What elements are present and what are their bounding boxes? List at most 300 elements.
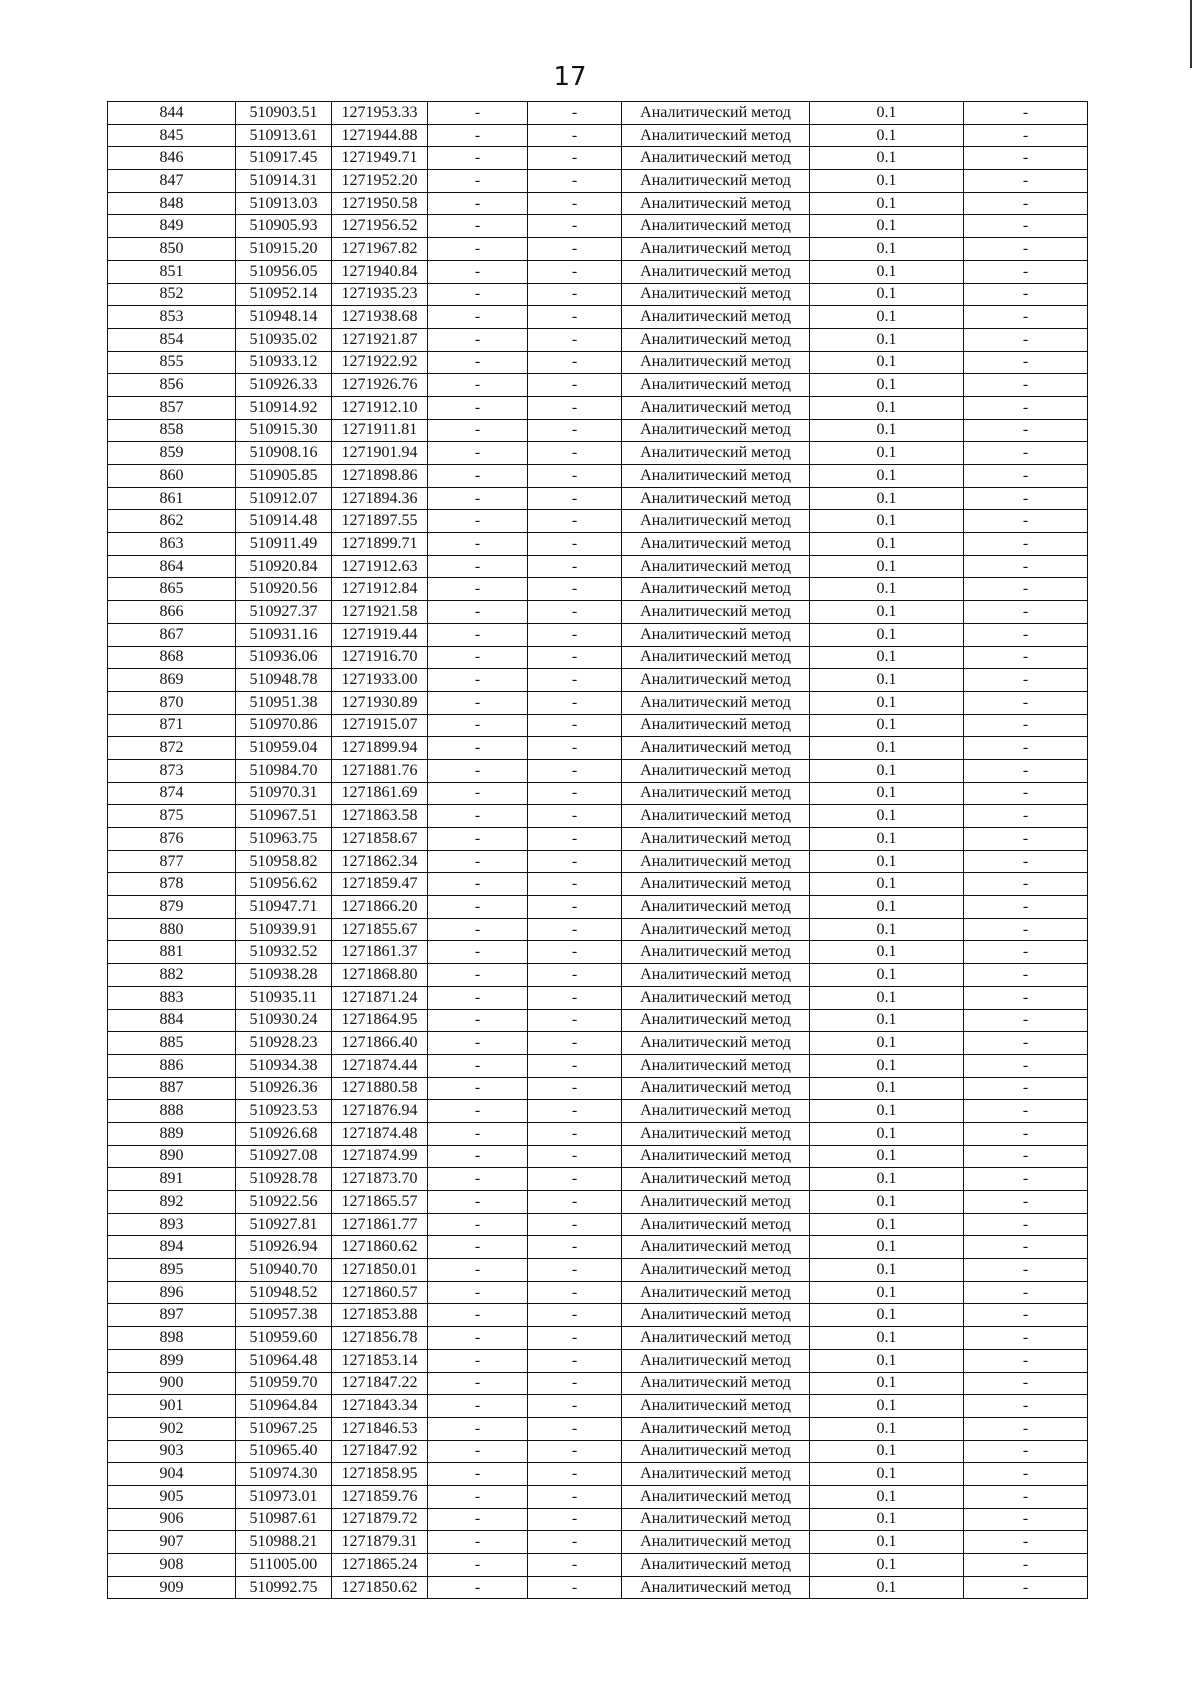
table-row: [108, 918, 1088, 941]
accuracy-cell: 0.1: [810, 896, 964, 919]
y-coordinate-cell: 1271850.01: [332, 1259, 428, 1282]
method-cell: Аналитический метод: [622, 941, 810, 964]
y-coordinate-cell: 1271881.76: [332, 759, 428, 782]
point-number-cell: 903: [108, 1440, 236, 1463]
x-coordinate-cell: 510988.21: [236, 1531, 332, 1554]
accuracy-cell: 0.1: [810, 601, 964, 624]
table-row: [108, 896, 1088, 919]
point-number-cell: 859: [108, 442, 236, 465]
y-coordinate-cell: 1271940.84: [332, 260, 428, 283]
dash-cell: -: [428, 1395, 528, 1418]
dash-cell: -: [528, 1054, 622, 1077]
y-coordinate-cell: 1271949.71: [332, 147, 428, 170]
dash-cell: -: [428, 1168, 528, 1191]
x-coordinate-cell: 510948.78: [236, 669, 332, 692]
table-row: [108, 714, 1088, 737]
dash-cell: -: [528, 1304, 622, 1327]
method-cell: Аналитический метод: [622, 1259, 810, 1282]
dash-cell: -: [528, 170, 622, 193]
dash-cell: -: [428, 1122, 528, 1145]
dash-cell: -: [428, 1576, 528, 1599]
table-row: [108, 328, 1088, 351]
dash-cell: -: [964, 1417, 1088, 1440]
dash-cell: -: [428, 964, 528, 987]
x-coordinate-cell: 510964.84: [236, 1395, 332, 1418]
accuracy-cell: 0.1: [810, 124, 964, 147]
accuracy-cell: 0.1: [810, 1009, 964, 1032]
dash-cell: -: [428, 487, 528, 510]
dash-cell: -: [428, 1304, 528, 1327]
y-coordinate-cell: 1271859.47: [332, 873, 428, 896]
table-row: [108, 306, 1088, 329]
dash-cell: -: [528, 1508, 622, 1531]
table-row: [108, 805, 1088, 828]
point-number-cell: 883: [108, 986, 236, 1009]
point-number-cell: 870: [108, 691, 236, 714]
dash-cell: -: [964, 578, 1088, 601]
dash-cell: -: [528, 759, 622, 782]
method-cell: Аналитический метод: [622, 1191, 810, 1214]
method-cell: Аналитический метод: [622, 1417, 810, 1440]
dash-cell: -: [964, 623, 1088, 646]
x-coordinate-cell: 510914.48: [236, 510, 332, 533]
y-coordinate-cell: 1271953.33: [332, 102, 428, 125]
accuracy-cell: 0.1: [810, 533, 964, 556]
table-row: [108, 396, 1088, 419]
table-row: [108, 941, 1088, 964]
x-coordinate-cell: 510956.62: [236, 873, 332, 896]
dash-cell: -: [428, 1236, 528, 1259]
point-number-cell: 889: [108, 1122, 236, 1145]
method-cell: Аналитический метод: [622, 1531, 810, 1554]
point-number-cell: 896: [108, 1281, 236, 1304]
dash-cell: -: [428, 215, 528, 238]
table-row: [108, 442, 1088, 465]
x-coordinate-cell: 510917.45: [236, 147, 332, 170]
dash-cell: -: [428, 714, 528, 737]
dash-cell: -: [964, 1122, 1088, 1145]
dash-cell: -: [428, 601, 528, 624]
y-coordinate-cell: 1271912.63: [332, 555, 428, 578]
accuracy-cell: 0.1: [810, 283, 964, 306]
accuracy-cell: 0.1: [810, 1100, 964, 1123]
dash-cell: -: [528, 578, 622, 601]
point-number-cell: 902: [108, 1417, 236, 1440]
dash-cell: -: [428, 533, 528, 556]
table-row: [108, 964, 1088, 987]
table-row: [108, 623, 1088, 646]
table-row: [108, 850, 1088, 873]
x-coordinate-cell: 510908.16: [236, 442, 332, 465]
dash-cell: -: [528, 941, 622, 964]
point-number-cell: 908: [108, 1554, 236, 1577]
method-cell: Аналитический метод: [622, 1395, 810, 1418]
dash-cell: -: [528, 623, 622, 646]
point-number-cell: 851: [108, 260, 236, 283]
accuracy-cell: 0.1: [810, 1236, 964, 1259]
method-cell: Аналитический метод: [622, 782, 810, 805]
y-coordinate-cell: 1271866.40: [332, 1032, 428, 1055]
point-number-cell: 853: [108, 306, 236, 329]
accuracy-cell: 0.1: [810, 1304, 964, 1327]
method-cell: Аналитический метод: [622, 1236, 810, 1259]
method-cell: Аналитический метод: [622, 1554, 810, 1577]
table-row: [108, 555, 1088, 578]
dash-cell: -: [428, 941, 528, 964]
dash-cell: -: [964, 941, 1088, 964]
method-cell: Аналитический метод: [622, 1440, 810, 1463]
point-number-cell: 877: [108, 850, 236, 873]
table-row: [108, 283, 1088, 306]
dash-cell: -: [528, 260, 622, 283]
dash-cell: -: [964, 805, 1088, 828]
dash-cell: -: [428, 623, 528, 646]
point-number-cell: 885: [108, 1032, 236, 1055]
x-coordinate-cell: 510959.04: [236, 737, 332, 760]
point-number-cell: 849: [108, 215, 236, 238]
x-coordinate-cell: 510951.38: [236, 691, 332, 714]
dash-cell: -: [964, 1327, 1088, 1350]
dash-cell: -: [528, 1191, 622, 1214]
dash-cell: -: [528, 1349, 622, 1372]
x-coordinate-cell: 510922.56: [236, 1191, 332, 1214]
x-coordinate-cell: 510936.06: [236, 646, 332, 669]
dash-cell: -: [964, 1508, 1088, 1531]
accuracy-cell: 0.1: [810, 1168, 964, 1191]
dash-cell: -: [964, 487, 1088, 510]
dash-cell: -: [528, 374, 622, 397]
dash-cell: -: [964, 669, 1088, 692]
accuracy-cell: 0.1: [810, 941, 964, 964]
dash-cell: -: [964, 1213, 1088, 1236]
x-coordinate-cell: 510974.30: [236, 1463, 332, 1486]
dash-cell: -: [964, 759, 1088, 782]
dash-cell: -: [528, 986, 622, 1009]
dash-cell: -: [428, 260, 528, 283]
y-coordinate-cell: 1271856.78: [332, 1327, 428, 1350]
y-coordinate-cell: 1271871.24: [332, 986, 428, 1009]
y-coordinate-cell: 1271843.34: [332, 1395, 428, 1418]
table-row: [108, 691, 1088, 714]
dash-cell: -: [528, 192, 622, 215]
dash-cell: -: [964, 850, 1088, 873]
y-coordinate-cell: 1271899.94: [332, 737, 428, 760]
table-row: [108, 1054, 1088, 1077]
dash-cell: -: [528, 419, 622, 442]
x-coordinate-cell: 510928.23: [236, 1032, 332, 1055]
dash-cell: -: [528, 1145, 622, 1168]
x-coordinate-cell: 510938.28: [236, 964, 332, 987]
method-cell: Аналитический метод: [622, 646, 810, 669]
dash-cell: -: [528, 1100, 622, 1123]
dash-cell: -: [428, 1213, 528, 1236]
x-coordinate-cell: 510948.14: [236, 306, 332, 329]
table-row: [108, 238, 1088, 261]
point-number-cell: 846: [108, 147, 236, 170]
table-row: [108, 986, 1088, 1009]
dash-cell: -: [528, 964, 622, 987]
dash-cell: -: [964, 192, 1088, 215]
dash-cell: -: [964, 1145, 1088, 1168]
dash-cell: -: [528, 442, 622, 465]
dash-cell: -: [428, 850, 528, 873]
accuracy-cell: 0.1: [810, 442, 964, 465]
y-coordinate-cell: 1271926.76: [332, 374, 428, 397]
table-row: [108, 1440, 1088, 1463]
point-number-cell: 901: [108, 1395, 236, 1418]
dash-cell: -: [964, 918, 1088, 941]
dash-cell: -: [428, 646, 528, 669]
dash-cell: -: [964, 533, 1088, 556]
x-coordinate-cell: 510926.68: [236, 1122, 332, 1145]
method-cell: Аналитический метод: [622, 1100, 810, 1123]
dash-cell: -: [428, 374, 528, 397]
dash-cell: -: [528, 1576, 622, 1599]
y-coordinate-cell: 1271956.52: [332, 215, 428, 238]
method-cell: Аналитический метод: [622, 215, 810, 238]
dash-cell: -: [428, 419, 528, 442]
table-row: [108, 1191, 1088, 1214]
point-number-cell: 872: [108, 737, 236, 760]
point-number-cell: 906: [108, 1508, 236, 1531]
y-coordinate-cell: 1271865.57: [332, 1191, 428, 1214]
dash-cell: -: [428, 1259, 528, 1282]
method-cell: Аналитический метод: [622, 714, 810, 737]
accuracy-cell: 0.1: [810, 1213, 964, 1236]
accuracy-cell: 0.1: [810, 986, 964, 1009]
dash-cell: -: [528, 351, 622, 374]
x-coordinate-cell: 510914.92: [236, 396, 332, 419]
table-row: [108, 1145, 1088, 1168]
accuracy-cell: 0.1: [810, 737, 964, 760]
dash-cell: -: [428, 1485, 528, 1508]
method-cell: Аналитический метод: [622, 759, 810, 782]
method-cell: Аналитический метод: [622, 533, 810, 556]
method-cell: Аналитический метод: [622, 510, 810, 533]
accuracy-cell: 0.1: [810, 1531, 964, 1554]
x-coordinate-cell: 510973.01: [236, 1485, 332, 1508]
dash-cell: -: [528, 805, 622, 828]
dash-cell: -: [528, 533, 622, 556]
dash-cell: -: [428, 782, 528, 805]
dash-cell: -: [964, 1531, 1088, 1554]
dash-cell: -: [964, 1576, 1088, 1599]
x-coordinate-cell: 510913.61: [236, 124, 332, 147]
x-coordinate-cell: 510915.20: [236, 238, 332, 261]
dash-cell: -: [528, 828, 622, 851]
point-number-cell: 887: [108, 1077, 236, 1100]
table-row: [108, 1077, 1088, 1100]
y-coordinate-cell: 1271899.71: [332, 533, 428, 556]
y-coordinate-cell: 1271921.87: [332, 328, 428, 351]
accuracy-cell: 0.1: [810, 306, 964, 329]
method-cell: Аналитический метод: [622, 419, 810, 442]
dash-cell: -: [528, 1395, 622, 1418]
dash-cell: -: [528, 510, 622, 533]
dash-cell: -: [528, 646, 622, 669]
dash-cell: -: [964, 374, 1088, 397]
x-coordinate-cell: 510965.40: [236, 1440, 332, 1463]
x-coordinate-cell: 510920.84: [236, 555, 332, 578]
dash-cell: -: [428, 465, 528, 488]
method-cell: Аналитический метод: [622, 873, 810, 896]
y-coordinate-cell: 1271876.94: [332, 1100, 428, 1123]
point-number-cell: 879: [108, 896, 236, 919]
dash-cell: -: [428, 759, 528, 782]
point-number-cell: 884: [108, 1009, 236, 1032]
point-number-cell: 905: [108, 1485, 236, 1508]
y-coordinate-cell: 1271944.88: [332, 124, 428, 147]
table-row: [108, 1327, 1088, 1350]
dash-cell: -: [964, 1259, 1088, 1282]
point-number-cell: 874: [108, 782, 236, 805]
accuracy-cell: 0.1: [810, 396, 964, 419]
x-coordinate-cell: 510933.12: [236, 351, 332, 374]
dash-cell: -: [428, 896, 528, 919]
dash-cell: -: [964, 283, 1088, 306]
dash-cell: -: [428, 124, 528, 147]
y-coordinate-cell: 1271879.31: [332, 1531, 428, 1554]
method-cell: Аналитический метод: [622, 555, 810, 578]
y-coordinate-cell: 1271912.84: [332, 578, 428, 601]
dash-cell: -: [528, 1327, 622, 1350]
method-cell: Аналитический метод: [622, 1168, 810, 1191]
y-coordinate-cell: 1271880.58: [332, 1077, 428, 1100]
method-cell: Аналитический метод: [622, 306, 810, 329]
accuracy-cell: 0.1: [810, 215, 964, 238]
y-coordinate-cell: 1271952.20: [332, 170, 428, 193]
method-cell: Аналитический метод: [622, 1009, 810, 1032]
accuracy-cell: 0.1: [810, 669, 964, 692]
dash-cell: -: [964, 442, 1088, 465]
accuracy-cell: 0.1: [810, 1259, 964, 1282]
dash-cell: -: [528, 669, 622, 692]
y-coordinate-cell: 1271859.76: [332, 1485, 428, 1508]
accuracy-cell: 0.1: [810, 805, 964, 828]
point-number-cell: 898: [108, 1327, 236, 1350]
x-coordinate-cell: 510920.56: [236, 578, 332, 601]
point-number-cell: 900: [108, 1372, 236, 1395]
y-coordinate-cell: 1271850.62: [332, 1576, 428, 1599]
method-cell: Аналитический метод: [622, 442, 810, 465]
accuracy-cell: 0.1: [810, 1440, 964, 1463]
accuracy-cell: 0.1: [810, 1395, 964, 1418]
table-row: [108, 465, 1088, 488]
y-coordinate-cell: 1271898.86: [332, 465, 428, 488]
x-coordinate-cell: 510926.33: [236, 374, 332, 397]
accuracy-cell: 0.1: [810, 1077, 964, 1100]
dash-cell: -: [964, 986, 1088, 1009]
method-cell: Аналитический метод: [622, 192, 810, 215]
y-coordinate-cell: 1271866.20: [332, 896, 428, 919]
dash-cell: -: [428, 1440, 528, 1463]
method-cell: Аналитический метод: [622, 669, 810, 692]
accuracy-cell: 0.1: [810, 374, 964, 397]
x-coordinate-cell: 510927.37: [236, 601, 332, 624]
table-row: [108, 1463, 1088, 1486]
dash-cell: -: [428, 1077, 528, 1100]
method-cell: Аналитический метод: [622, 737, 810, 760]
table-row: [108, 192, 1088, 215]
y-coordinate-cell: 1271846.53: [332, 1417, 428, 1440]
dash-cell: -: [964, 691, 1088, 714]
y-coordinate-cell: 1271915.07: [332, 714, 428, 737]
table-row: [108, 170, 1088, 193]
accuracy-cell: 0.1: [810, 487, 964, 510]
x-coordinate-cell: 510927.81: [236, 1213, 332, 1236]
x-coordinate-cell: 510963.75: [236, 828, 332, 851]
dash-cell: -: [428, 1054, 528, 1077]
dash-cell: -: [528, 850, 622, 873]
point-number-cell: 904: [108, 1463, 236, 1486]
x-coordinate-cell: 510992.75: [236, 1576, 332, 1599]
dash-cell: -: [964, 215, 1088, 238]
dash-cell: -: [964, 1304, 1088, 1327]
accuracy-cell: 0.1: [810, 828, 964, 851]
table-row: [108, 510, 1088, 533]
method-cell: Аналитический метод: [622, 964, 810, 987]
point-number-cell: 850: [108, 238, 236, 261]
point-number-cell: 895: [108, 1259, 236, 1282]
method-cell: Аналитический метод: [622, 1213, 810, 1236]
y-coordinate-cell: 1271861.69: [332, 782, 428, 805]
point-number-cell: 848: [108, 192, 236, 215]
accuracy-cell: 0.1: [810, 850, 964, 873]
x-coordinate-cell: 510914.31: [236, 170, 332, 193]
point-number-cell: 868: [108, 646, 236, 669]
point-number-cell: 891: [108, 1168, 236, 1191]
method-cell: Аналитический метод: [622, 1327, 810, 1350]
dash-cell: -: [428, 442, 528, 465]
dash-cell: -: [428, 1554, 528, 1577]
dash-cell: -: [428, 555, 528, 578]
method-cell: Аналитический метод: [622, 283, 810, 306]
dash-cell: -: [964, 1440, 1088, 1463]
accuracy-cell: 0.1: [810, 782, 964, 805]
dash-cell: -: [428, 1032, 528, 1055]
dash-cell: -: [964, 1281, 1088, 1304]
method-cell: Аналитический метод: [622, 828, 810, 851]
point-number-cell: 892: [108, 1191, 236, 1214]
dash-cell: -: [528, 1531, 622, 1554]
point-number-cell: 863: [108, 533, 236, 556]
accuracy-cell: 0.1: [810, 759, 964, 782]
x-coordinate-cell: 510940.70: [236, 1259, 332, 1282]
dash-cell: -: [964, 1100, 1088, 1123]
point-number-cell: 857: [108, 396, 236, 419]
dash-cell: -: [964, 170, 1088, 193]
point-number-cell: 856: [108, 374, 236, 397]
dash-cell: -: [428, 1100, 528, 1123]
table-row: [108, 374, 1088, 397]
dash-cell: -: [964, 1191, 1088, 1214]
dash-cell: -: [428, 1372, 528, 1395]
x-coordinate-cell: 510939.91: [236, 918, 332, 941]
x-coordinate-cell: 510956.05: [236, 260, 332, 283]
point-number-cell: 869: [108, 669, 236, 692]
accuracy-cell: 0.1: [810, 646, 964, 669]
dash-cell: -: [428, 1349, 528, 1372]
point-number-cell: 909: [108, 1576, 236, 1599]
method-cell: Аналитический метод: [622, 623, 810, 646]
table-row: [108, 873, 1088, 896]
method-cell: Аналитический метод: [622, 918, 810, 941]
table-row: [108, 759, 1088, 782]
y-coordinate-cell: 1271861.77: [332, 1213, 428, 1236]
y-coordinate-cell: 1271911.81: [332, 419, 428, 442]
point-number-cell: 875: [108, 805, 236, 828]
accuracy-cell: 0.1: [810, 102, 964, 125]
